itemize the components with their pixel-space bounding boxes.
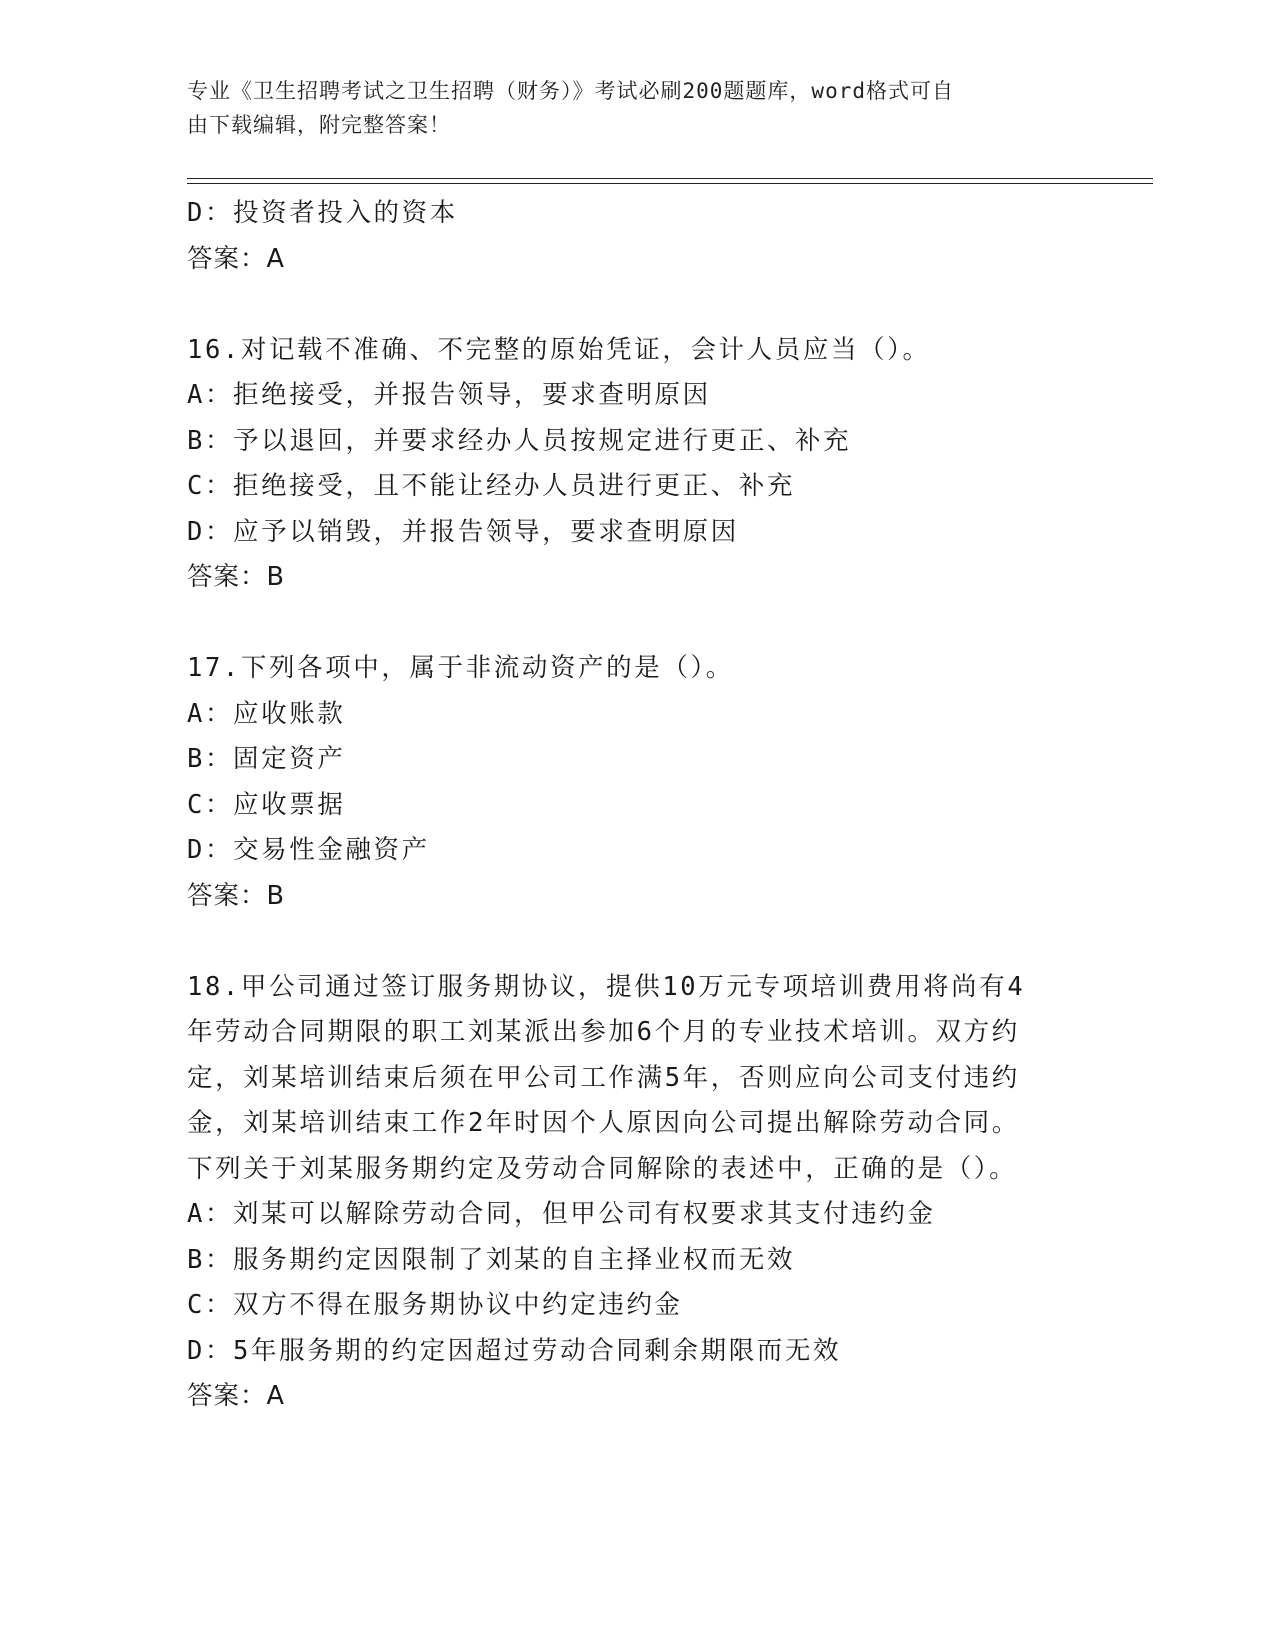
option-a: A：应收账款 (187, 698, 346, 729)
answer-line: 答案：A (187, 1381, 285, 1411)
question-stem-line: 定，刘某培训结束后须在甲公司工作满5年，否则应向公司支付违约 (187, 1062, 1020, 1093)
option-d: D：应予以销毁，并报告领导，要求查明原因 (187, 516, 739, 547)
header-line: 由下载编辑，附完整答案！ (187, 113, 451, 137)
question-16 (187, 328, 1067, 601)
option-c: C：双方不得在服务期协议中约定违约金 (187, 1290, 683, 1320)
option-d: D：交易性金融资产 (187, 835, 430, 865)
document-header (187, 74, 1067, 142)
option-c: C：应收票据 (187, 789, 346, 820)
question-stem-line: 金，刘某培训结束工作2年时因个人原因向公司提出解除劳动合同。 (187, 1108, 1020, 1138)
question-stem: 16.对记载不准确、不完整的原始凭证，会计人员应当（）。 (187, 334, 931, 365)
option-a: A：刘某可以解除劳动合同，但甲公司有权要求其支付违约金 (187, 1199, 936, 1229)
header-divider (187, 178, 1153, 179)
answer-line: 答案：B (187, 880, 285, 911)
question-17 (187, 646, 1067, 919)
option-b: B：服务期约定因限制了刘某的自主择业权而无效 (187, 1244, 796, 1275)
question-stem-line: 18.甲公司通过签订服务期协议，提供10万元专项培训费用将尚有4 (187, 971, 1026, 1002)
question-stem-line: 年劳动合同期限的职工刘某派出参加6个月的专业技术培训。双方约 (187, 1017, 1020, 1047)
header-line: 专业《卫生招聘考试之卫生招聘（财务）》考试必刷200题题库，word格式可自 (187, 79, 954, 103)
option-d: D：投资者投入的资本 (187, 198, 458, 228)
answer-line: 答案：A (187, 243, 285, 274)
option-c: C：拒绝接受，且不能让经办人员进行更正、补充 (187, 471, 796, 501)
option-b: B：予以退回，并要求经办人员按规定进行更正、补充 (187, 425, 852, 456)
option-b: B：固定资产 (187, 744, 346, 774)
option-a: A：拒绝接受，并报告领导，要求查明原因 (187, 380, 711, 410)
document-body (187, 191, 1067, 1420)
question-stem: 17.下列各项中，属于非流动资产的是（）。 (187, 653, 734, 683)
question-15-continued (187, 191, 1067, 282)
answer-line: 答案：B (187, 562, 285, 592)
question-stem-line: 下列关于刘某服务期约定及劳动合同解除的表述中，正确的是（）。 (187, 1153, 1018, 1184)
header-divider (187, 183, 1153, 184)
option-d: D：5年服务期的约定因超过劳动合同剩余期限而无效 (187, 1335, 842, 1366)
question-18 (187, 965, 1067, 1420)
